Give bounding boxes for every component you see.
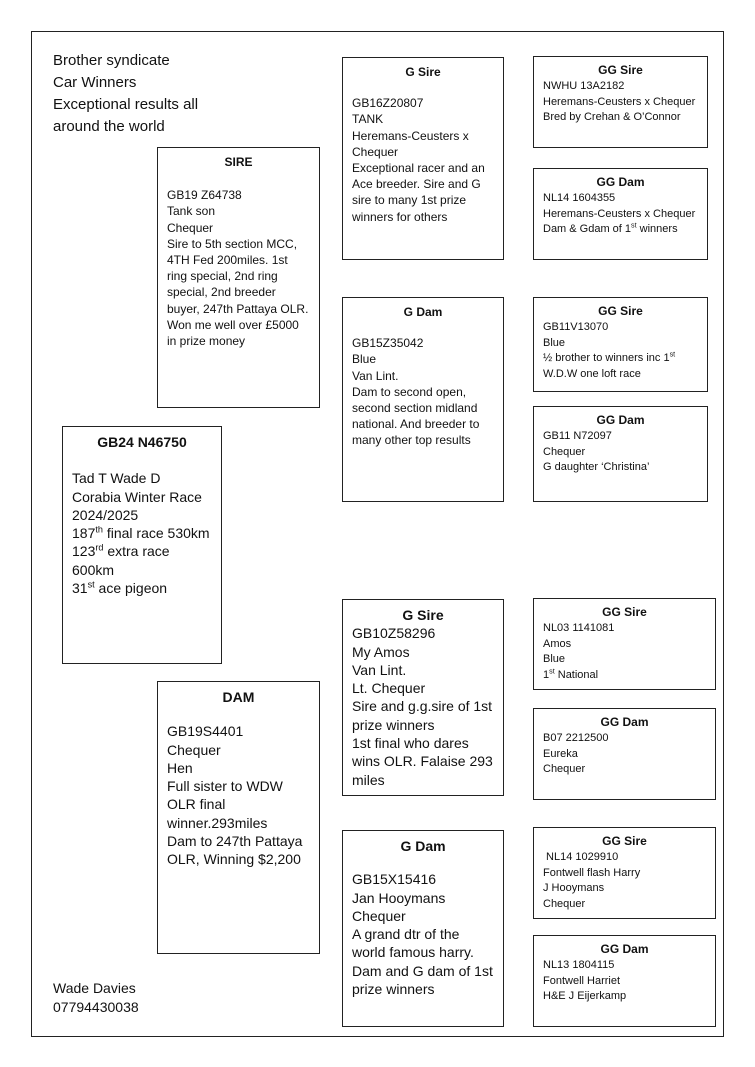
- dam-gdam-title: G Dam: [400, 838, 446, 854]
- header-text: [53, 50, 198, 138]
- gg-dam-box-3: [533, 708, 716, 800]
- gg-line: H&E J Eijerkamp: [543, 990, 627, 1003]
- sire-ring: GB19 Z64738: [167, 188, 242, 203]
- gg-line: W.D.W one loft race: [543, 368, 641, 381]
- sire-gdam-line: Blue: [352, 352, 377, 367]
- header-line: around the world: [53, 118, 165, 135]
- sire-gdam-title: G Dam: [403, 305, 443, 319]
- gg-line: Dam & Gdam of 1st winners: [543, 221, 678, 236]
- gg-line: Bred by Crehan & O’Connor: [543, 111, 681, 124]
- gg-ring: B07 2212500: [543, 731, 609, 744]
- main-bird-ring: GB24 N46750: [97, 434, 187, 450]
- gg-line: Fontwell Harriet: [543, 974, 621, 987]
- gg-sire-box-1: [533, 56, 708, 148]
- gg-line: Heremans-Ceusters x Chequer: [543, 95, 696, 108]
- gg-dam-box-4: [533, 935, 716, 1027]
- gg-dam-title: GG Dam: [600, 715, 649, 729]
- dam-line: Full sister to WDW OLR final winner.293miles: [167, 778, 283, 831]
- gg-line: Blue: [543, 336, 566, 349]
- sire-gsire-line: Exceptional racer and an Ace breeder. Sire and G sire to many 1st prize winners for others: [352, 161, 485, 224]
- main-bird-result: 123rd extra race: [72, 542, 170, 560]
- dam-gdam-line: Chequer: [352, 907, 406, 924]
- sire-gsire-line: Heremans-Ceusters x Chequer: [352, 128, 469, 159]
- sire-box: [157, 147, 320, 408]
- gg-sire-title: GG Sire: [598, 304, 643, 318]
- gg-line: J Hooymans: [543, 882, 605, 895]
- header-line: Exceptional results all: [53, 96, 199, 113]
- gg-ring: NL03 1141081: [543, 621, 615, 634]
- gg-ring: NL14 1604355: [543, 191, 616, 204]
- dam-gsire-line: My Amos: [352, 643, 410, 660]
- dam-gdam-line: Jan Hooymans: [352, 889, 446, 906]
- gg-ring: NWHU 13A2182: [543, 79, 625, 92]
- gg-line: Blue: [543, 653, 566, 666]
- gg-line: Chequer: [543, 763, 586, 776]
- dam-gsire-line: Van Lint.: [352, 661, 407, 678]
- gg-line: Heremans-Ceusters x Chequer: [543, 207, 696, 220]
- gg-line: Eureka: [543, 747, 578, 760]
- gg-line: ½ brother to winners inc 1st: [543, 350, 676, 365]
- sire-gdam-line: Dam to second open, second section midland national. And breeder to many other top results: [352, 384, 480, 448]
- dam-gsire-title: G Sire: [402, 607, 444, 623]
- contact-name: Wade Davies: [53, 980, 136, 996]
- main-bird-result: 187th final race 530km: [72, 524, 210, 542]
- dam-gsire-ring: GB10Z58296: [352, 625, 436, 642]
- dam-line: Dam to 247th Pattaya OLR, Winning $2,200: [167, 833, 303, 868]
- gg-dam-title: GG Dam: [600, 942, 649, 956]
- contact-phone: 07794430038: [53, 999, 139, 1015]
- sire-line: Sire to 5th section MCC, 4TH Fed 200miles. 1st ring special, 2nd ring special, 2nd breeder buyer, 247th Pattaya OLR. Won me well over £5000 in prize money: [167, 236, 309, 349]
- sire-gsire-box: [342, 57, 504, 260]
- dam-gsire-box: [342, 599, 504, 796]
- dam-gdam-line: A grand dtr of the world famous harry. Dam and G dam of 1st prize winners: [352, 926, 493, 998]
- gg-sire-title: GG Sire: [602, 605, 647, 619]
- gg-line: 1st National: [543, 667, 599, 682]
- main-bird-line: Tad T Wade D: [72, 470, 161, 487]
- sire-gdam-ring: GB15Z35042: [352, 336, 424, 351]
- sire-line: Tank son: [167, 204, 216, 219]
- gg-ring: NL13 1804115: [543, 958, 615, 971]
- header-line: Car Winners: [53, 74, 137, 91]
- gg-dam-title: GG Dam: [596, 413, 645, 427]
- sire-gsire-title: G Sire: [405, 65, 441, 79]
- dam-gdam-ring: GB15X15416: [352, 871, 437, 888]
- main-bird-line: Corabia Winter Race: [72, 488, 202, 505]
- dam-gsire-line: Sire and g.g.sire of 1st prize winners: [352, 698, 493, 733]
- main-bird-box: [62, 426, 222, 664]
- sire-gsire-line: TANK: [352, 112, 384, 127]
- dam-ring: GB19S4401: [167, 723, 244, 740]
- gg-sire-title: GG Sire: [598, 63, 643, 77]
- gg-line: Chequer: [543, 898, 586, 911]
- gg-line: Chequer: [543, 445, 586, 458]
- gg-ring: GB11V13070: [543, 320, 609, 333]
- dam-line: Chequer: [167, 741, 221, 758]
- gg-line: Amos: [543, 637, 572, 650]
- dam-box: [157, 681, 320, 954]
- sire-title: SIRE: [224, 155, 253, 169]
- gg-line: G daughter ‘Christina’: [543, 461, 650, 474]
- gg-sire-box-4: [533, 827, 716, 919]
- gg-dam-title: GG Dam: [596, 175, 645, 189]
- dam-line: Hen: [167, 759, 193, 776]
- gg-dam-box-1: [533, 168, 708, 260]
- sire-gdam-box: [342, 297, 504, 502]
- dam-gsire-line: Lt. Chequer: [352, 680, 426, 697]
- gg-line: Fontwell flash Harry: [543, 866, 641, 879]
- gg-sire-box-3: [533, 598, 716, 690]
- dam-gsire-line: 1st final who dares wins OLR. Falaise 293 miles: [352, 735, 493, 788]
- header-line: Brother syndicate: [53, 52, 170, 69]
- sire-gsire-ring: GB16Z20807: [352, 96, 424, 111]
- main-bird-line: 2024/2025: [72, 506, 139, 523]
- dam-gdam-box: [342, 830, 504, 1027]
- gg-dam-box-2: [533, 406, 708, 502]
- sire-line: Chequer: [167, 220, 214, 235]
- gg-sire-title: GG Sire: [602, 834, 647, 848]
- main-bird-result: 31st ace pigeon: [72, 579, 168, 597]
- sire-gdam-line: Van Lint.: [352, 368, 399, 383]
- gg-ring: GB11 N72097: [543, 429, 612, 442]
- contact-info: [53, 979, 139, 1017]
- gg-ring: NL14 1029910: [543, 850, 619, 863]
- dam-title: DAM: [222, 689, 255, 705]
- gg-sire-box-2: [533, 297, 708, 392]
- main-bird-line: 600km: [72, 561, 115, 578]
